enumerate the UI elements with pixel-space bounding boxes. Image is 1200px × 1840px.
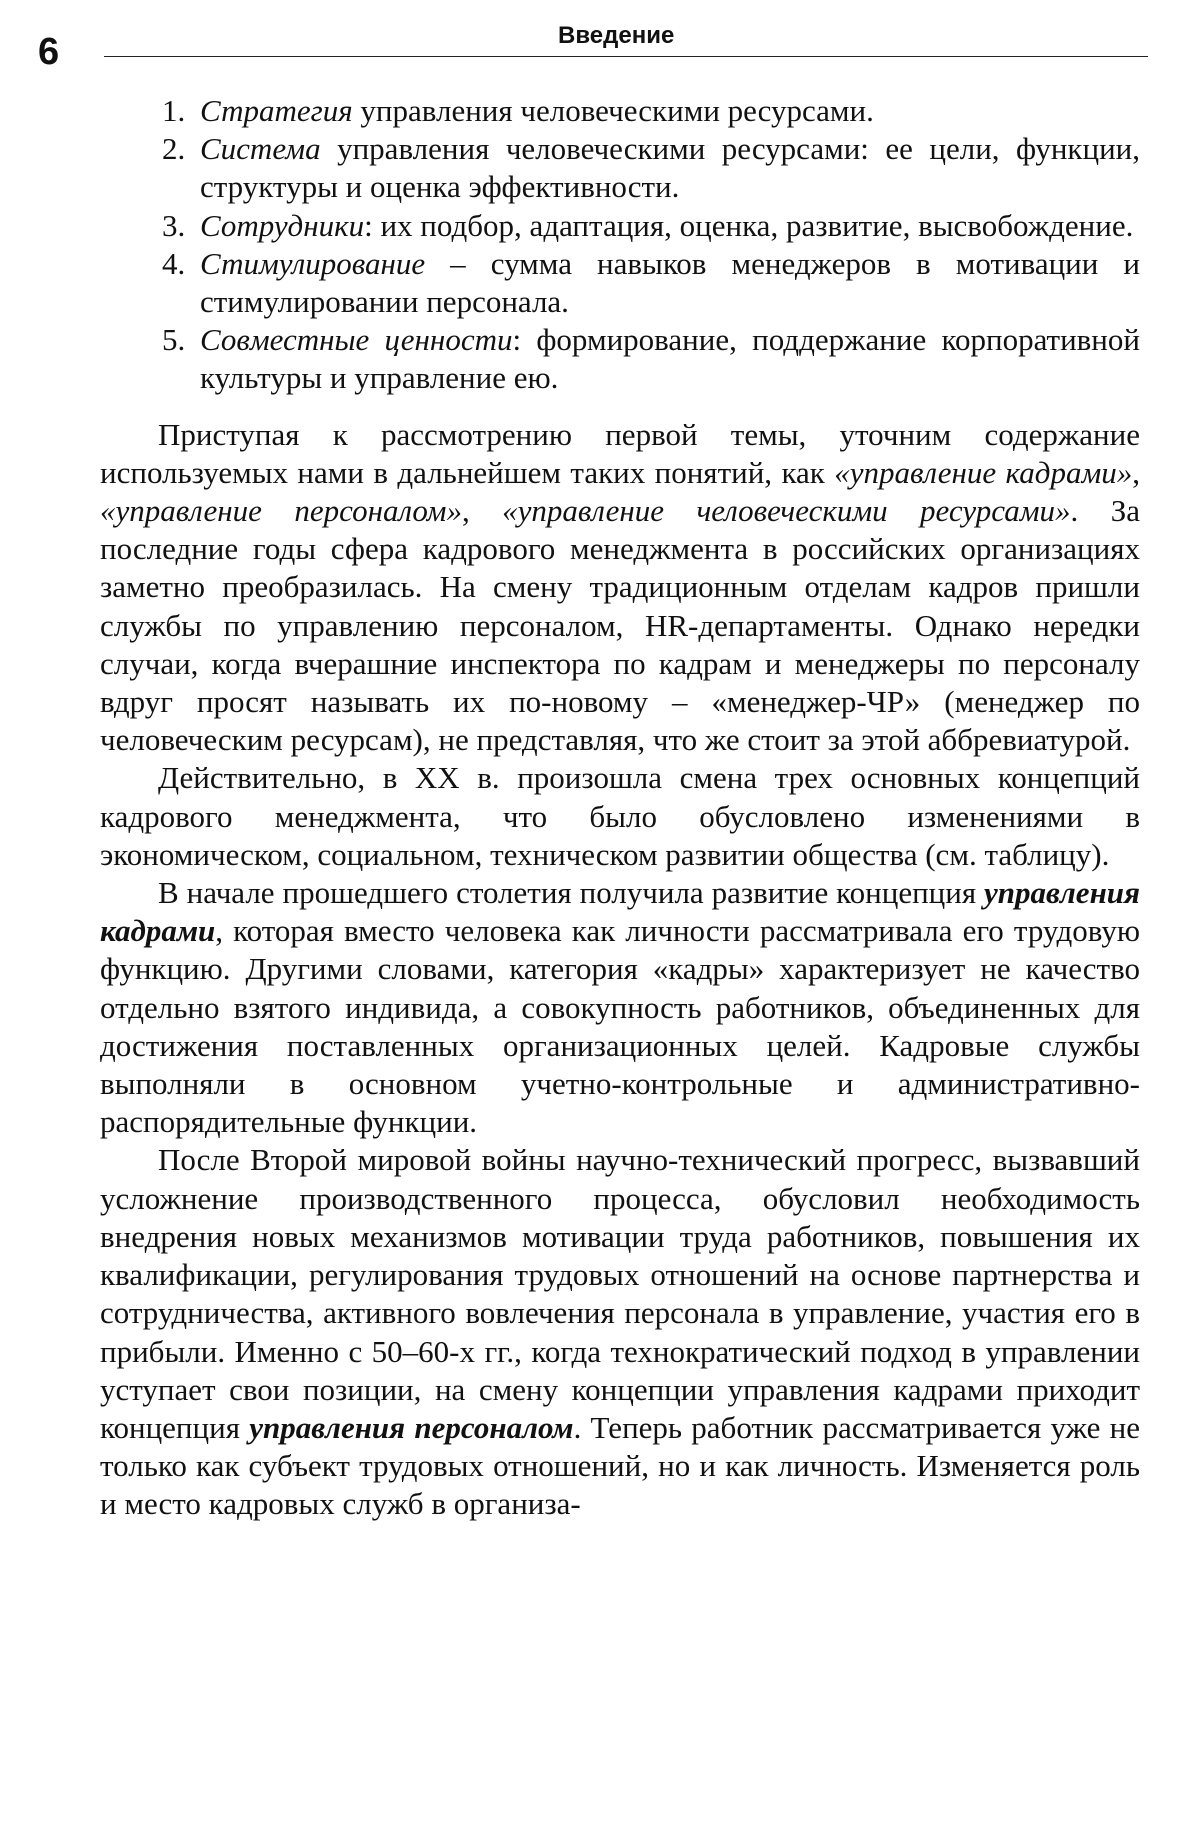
topics-list — [100, 92, 1140, 398]
list-item — [100, 207, 1140, 245]
text-run: . За последние годы сфера кадрового менеджмента в российских организациях заметно преобразилась. На смену традиционным отделам кадров пришли службы по управлению персоналом, HR-департаменты. Однако нередки случаи, когда вчерашние инспектора по кадрам и менеджеры по персоналу вдруг просят называть их по-новому – «менеджер-ЧР» (менеджер по человеческим ресурсам), не представляя, что же стоит за этой аббревиатурой. — [100, 493, 1140, 758]
list-item — [100, 92, 1140, 130]
paragraph-personnel-concept — [100, 1141, 1140, 1523]
list-item-number: 1. — [162, 93, 186, 128]
page-header — [38, 18, 1148, 78]
term-cadre-management: «управление кадрами» — [834, 454, 1133, 490]
list-item-term: Стратегия — [200, 93, 353, 128]
list-item-number: 2. — [162, 131, 186, 167]
text-run: Действительно, в XX в. произошла смена трех основных концепций кадрового менеджмента, что было обусловлено изменениями в экономическом, социальном, техническом развитии общества (см. таблицу). — [100, 760, 1140, 872]
list-item-text: : их подбор, адаптация, оценка, развитие, высвобождение. — [364, 207, 1134, 243]
page-number: 6 — [38, 31, 60, 73]
list-item-term: Совместные ценности — [200, 322, 513, 358]
running-head: Введение — [558, 22, 675, 49]
header-rule — [104, 56, 1148, 57]
list-item-number: 4. — [162, 245, 186, 281]
list-item-number: 3. — [162, 207, 186, 243]
paragraph-cadre-concept — [100, 874, 1140, 1141]
paragraph-terms — [100, 416, 1140, 760]
text-run: , которая вместо человека как личности рассматривала его трудовую функцию. Другими словами, категория «кадры» характеризует не качество отдельно взятого индивида, а совокупность работников, объединенных для достижения поставленных организационных целей. Кадровые службы выполняли в основном учетно-контрольные и административно-распорядительные функции. — [100, 913, 1140, 1140]
term-personnel-management-bold: управления персоналом — [249, 1409, 574, 1445]
text-run: , — [1132, 454, 1140, 490]
text-run: Приступая к рассмотрению первой темы, уточним содержание используемых нами в дальнейшем таких понятий, как — [100, 416, 1140, 490]
list-item-term: Система — [200, 131, 321, 167]
term-cadre-management-bold: управления кадрами — [100, 875, 1140, 949]
term-personnel-management: «управление персоналом» — [100, 493, 462, 529]
list-item-number: 5. — [162, 322, 186, 358]
page-body — [100, 92, 1140, 1524]
paragraph-concepts — [100, 759, 1140, 874]
list-item-text: : формирование, поддержание корпоративной культуры и управление ею. — [200, 322, 1140, 396]
text-run: После Второй мировой войны научно-технический прогресс, вызвавший усложнение производственного процесса, обусловил необходимость внедрения новых механизмов мотивации труда работников, повышения их квалификации, регулирования трудовых отношений на основе партнерства и сотрудничества, активного вовлечения персонала в управление, участия его в прибыли. Именно с 50–60-х гг., когда технократический подход в управлении уступает свои позиции, на смену концепции управления кадрами приходит концепция — [100, 1142, 1140, 1445]
list-item-text: управления человеческими ресурсами. — [352, 93, 874, 128]
text-run: , — [461, 493, 503, 529]
text-run: В начале прошедшего столетия получила развитие концепция — [158, 875, 985, 911]
list-item-text: – сумма навыков менеджеров в мотивации и стимулировании персонала. — [200, 245, 1140, 320]
list-item-term: Сотрудники — [200, 207, 365, 243]
list-item — [100, 245, 1140, 321]
list-item-text: управления человеческими ресурсами: ее цели, функции, структуры и оценка эффективности. — [200, 131, 1140, 205]
text-run: . Теперь работник рассматривается уже не только как субъект трудовых отношений, но и как личность. Изменяется роль и место кадровых служб в организа- — [100, 1409, 1140, 1522]
list-item — [100, 130, 1140, 206]
list-item-term: Стимулирование — [200, 245, 426, 281]
list-item — [100, 321, 1140, 397]
term-human-resources-management: «управление человеческими ресурсами» — [502, 493, 1071, 529]
